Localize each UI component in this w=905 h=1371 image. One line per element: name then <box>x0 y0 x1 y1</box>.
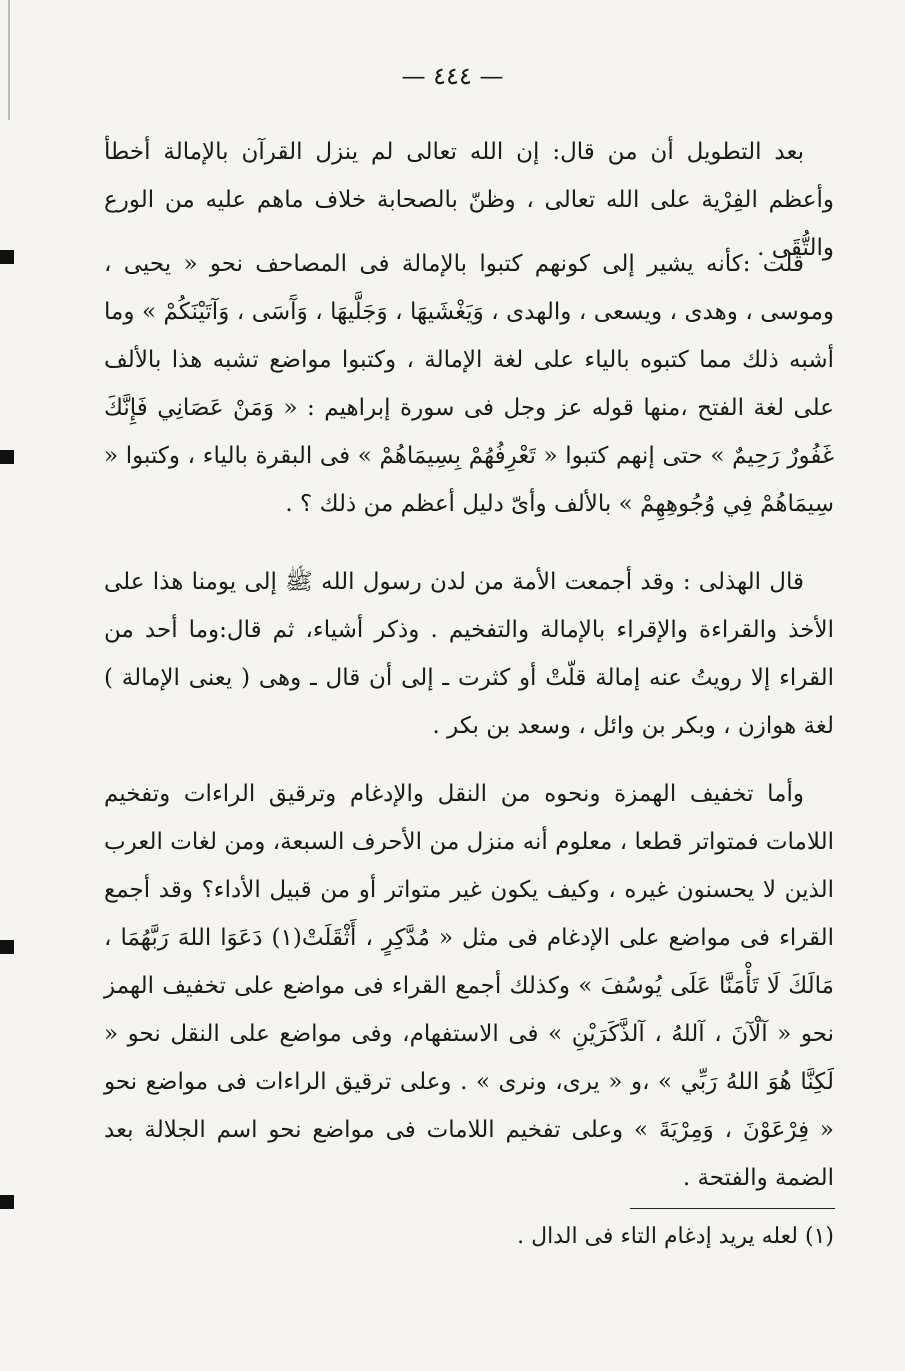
body-text <box>104 558 834 750</box>
footnote-divider <box>630 1208 835 1209</box>
scan-edge-mark <box>0 450 14 464</box>
paragraph-2: قلت :كأنه يشير إلى كونهم كتبوا بالإمالة فى المصاحف نحو « يحيى ، وموسى ، وهدى ، ويسعى ، والهدى ، وَيَغْشَيهَا ، وَجَلَّيهَا ، وَآَسَى ، وَآتَيْنَكُمْ » وما أشبه ذلك مما كتبوه بالياء على لغة الإمالة ، وكتبوا مواضع تشبه هذا بالألف على لغة الفتح ،منها قوله عز وجل فى سورة إبراهيم : « وَمَنْ عَصَانِي فَإِنَّكَ غَفُورٌ رَحِيمٌ » حتى إنهم كتبوا « تَعْرِفُهُمْ بِسِيمَاهُمْ » فى البقرة بالياء ، وكتبوا « سِيمَاهُمْ فِي وُجُوهِهِمْ » بالألف وأىّ دليل أعظم من ذلك ؟ . <box>104 251 834 517</box>
page-number: — ٤٤٤ — <box>401 62 504 90</box>
scan-margin-line <box>8 0 10 120</box>
scan-edge-mark <box>0 1195 14 1209</box>
scan-edge-mark <box>0 250 14 264</box>
paragraph-1: بعد التطويل أن من قال: إن الله تعالى لم ينزل القرآن بالإمالة أخطأ وأعظم الفِرْية على الله تعالى ، وظنّ بالصحابة خلاف ماهم عليه من الورع والتُّقَى . <box>104 139 834 261</box>
body-text <box>104 770 834 1202</box>
paragraph-3: قال الهذلى : وقد أجمعت الأمة من لدن رسول الله ﷺ إلى يومنا هذا على الأخذ والقراءة والإقراء بالإمالة والتفخيم . وذكر أشياء، ثم قال:وما أحد من القراء إلا رويتُ عنه إمالة قلّتْ أو كثرت ـ إلى أن قال ـ وهى ( يعنى الإمالة ) لغة هوازن ، وبكر بن وائل ، وسعد بن بكر . <box>104 569 834 739</box>
scan-edge-mark <box>0 940 14 954</box>
footnote: (١) لعله يريد إدغام التاء فى الدال . <box>517 1224 834 1249</box>
body-text <box>104 240 834 528</box>
paragraph-4: وأما تخفيف الهمزة ونحوه من النقل والإدغام وترقيق الراءات وتفخيم اللامات فمتواتر قطعا ، معلوم أنه منزل من الأحرف السبعة، ومن لغات العرب الذين لا يحسنون غيره ، وكيف يكون غير متواتر أو من قبيل الأداء؟ وقد أجمع القراء فى مواضع على الإدغام فى مثل « مُدَّكِرٍ ، أَثْقَلَتْ(١) دَعَوَا اللهَ رَبَّهُمَا ، مَالَكَ لَا تَأْمَنَّا عَلَى يُوسُفَ » وكذلك أجمع القراء فى مواضع على تخفيف الهمز نحو « آلْآنَ ، آللهُ ، آلذَّكَرَيْنِ » فى الاستفهام، وفى مواضع على النقل نحو « لَكِنَّا هُوَ اللهُ رَبِّي » ،و « يرى، ونرى » . وعلى ترقيق الراءات فى مواضع نحو « فِرْعَوْنَ ، وَمِرْيَةَ » وعلى تفخيم اللامات فى مواضع نحو اسم الجلالة بعد الضمة والفتحة . <box>104 781 835 1191</box>
